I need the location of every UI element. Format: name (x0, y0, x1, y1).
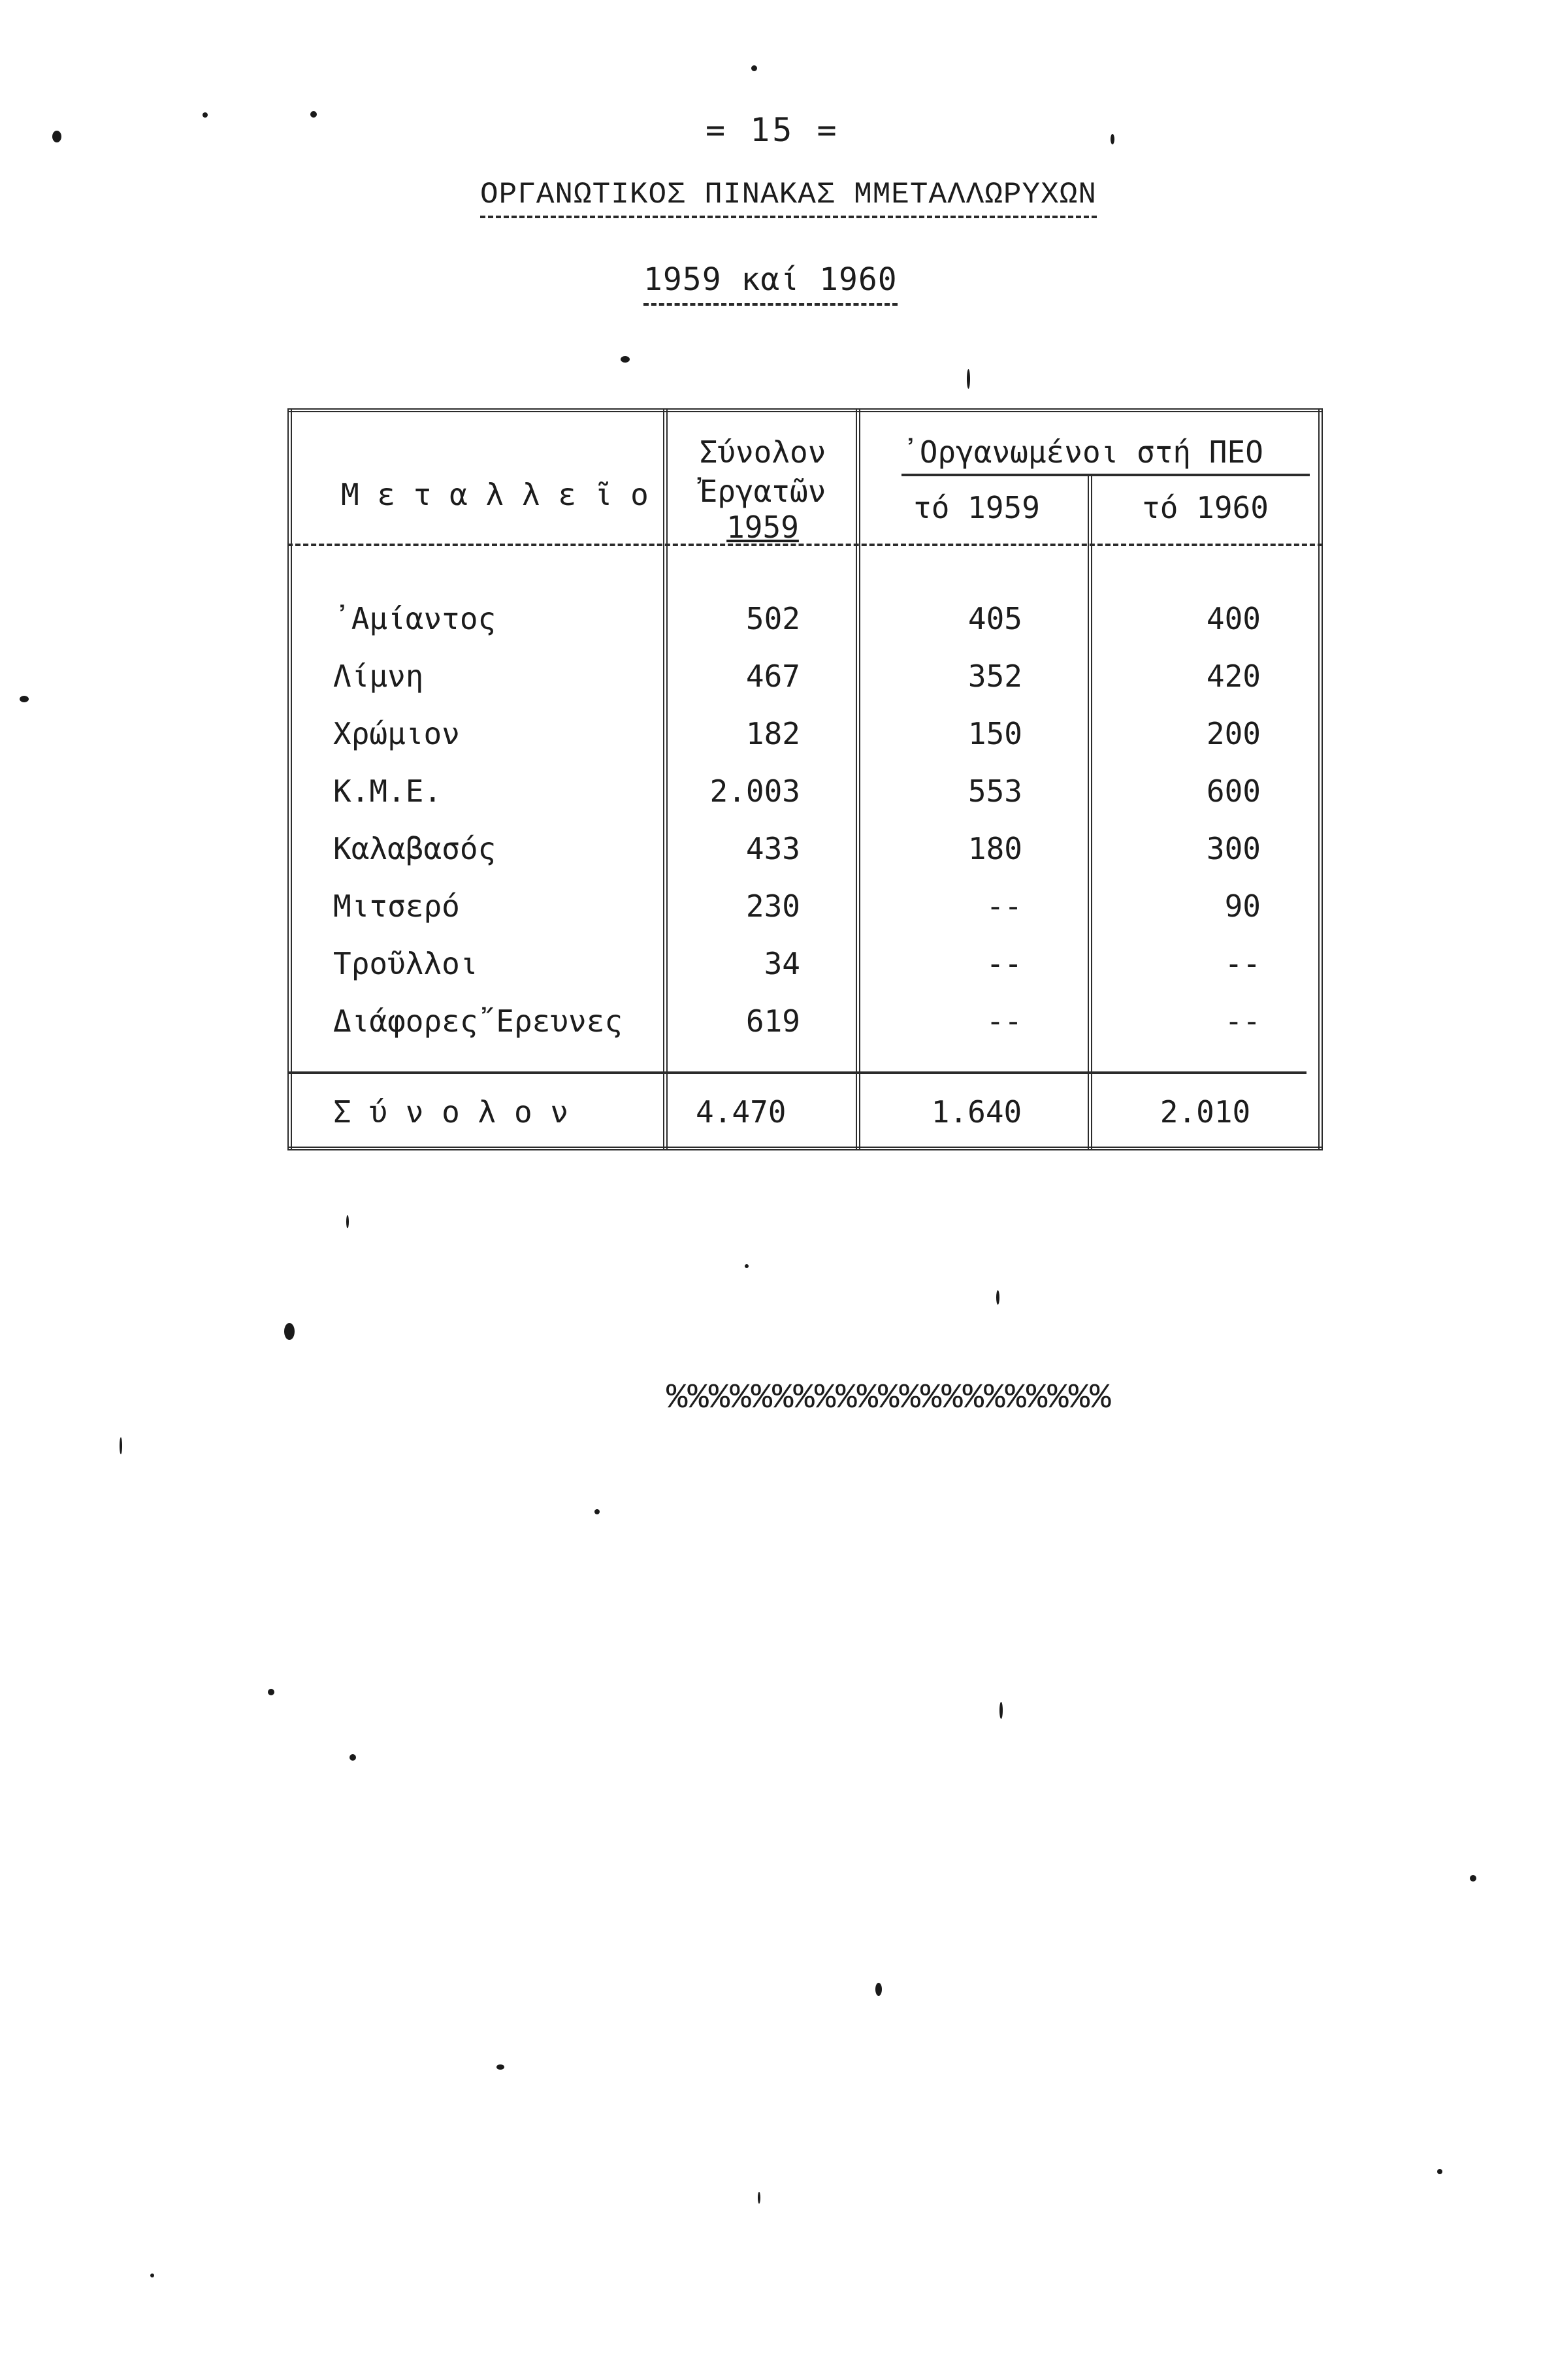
row-org-1960: 90 (1224, 888, 1261, 924)
organization-table (287, 408, 1323, 1153)
document-subtitle: 1959 καί 1960 (643, 261, 898, 306)
totals-org-1959: 1.640 (931, 1094, 1022, 1130)
row-org-1959: 553 (967, 774, 1022, 809)
row-org-1960: 420 (1206, 659, 1261, 694)
header-total-workers-line2: Ἐργατῶν (699, 474, 826, 509)
row-mine-name: ᾽Αμίαντος (333, 601, 496, 636)
row-org-1960: 400 (1206, 601, 1261, 636)
row-org-1959: 150 (967, 716, 1022, 751)
table-right-border (1318, 408, 1323, 1150)
header-total-workers-line1: Σύνολον (699, 434, 826, 470)
row-mine-name: Κ.Μ.Ε. (333, 774, 442, 809)
document-title: ΟΡΓΑΝΩΤΙΚΟΣ ΠΙΝΑΚΑΣ ΜΜΕΤΑΛΛΩΡΥΧΩΝ (480, 178, 1097, 218)
row-mine-name: Διάφορες῎Ερευνες (333, 1003, 623, 1039)
header-year-1960: τό 1960 (1142, 490, 1269, 525)
row-workers: 182 (745, 716, 800, 751)
table-top-border (287, 408, 1323, 412)
section-divider: %%%%%%%%%%%%%%%%%%%%% (666, 1378, 1111, 1418)
table-left-border (287, 408, 292, 1150)
row-mine-name: Τροῦλλοι (333, 946, 478, 981)
header-organized-group: ᾽Οργανωμένοι στή ΠΕΟ (901, 434, 1310, 476)
totals-top-border (287, 1071, 1306, 1074)
col-divider-1 (663, 408, 668, 1150)
row-workers: 433 (745, 831, 800, 866)
header-total-workers-line3: 1959 (726, 510, 799, 545)
row-org-1960: 200 (1206, 716, 1261, 751)
row-org-1959: 405 (967, 601, 1022, 636)
header-year-1959: τό 1959 (913, 490, 1040, 525)
row-org-1960: 300 (1206, 831, 1261, 866)
row-org-1960: 600 (1206, 774, 1261, 809)
row-workers: 619 (745, 1003, 800, 1039)
row-workers: 467 (745, 659, 800, 694)
page-number: = 15 = (706, 111, 839, 149)
row-workers: 34 (764, 946, 800, 981)
totals-workers: 4.470 (696, 1094, 787, 1130)
row-org-1959: -- (986, 888, 1022, 924)
col-divider-3 (1088, 474, 1092, 1150)
row-org-1959: 352 (967, 659, 1022, 694)
table-bottom-border (287, 1147, 1323, 1150)
col-divider-2 (856, 408, 860, 1150)
row-org-1959: 180 (967, 831, 1022, 866)
header-mines: Μ ε τ α λ λ ε ῖ ο (341, 477, 649, 512)
row-workers: 230 (745, 888, 800, 924)
totals-org-1960: 2.010 (1160, 1094, 1251, 1130)
row-mine-name: Λίμνη (333, 659, 424, 694)
row-mine-name: Μιτσερό (333, 888, 460, 924)
row-org-1959: -- (986, 1003, 1022, 1039)
row-mine-name: Χρώμιον (333, 716, 460, 751)
row-workers: 2.003 (709, 774, 800, 809)
row-org-1960: -- (1224, 946, 1261, 981)
row-mine-name: Καλαβασός (333, 831, 496, 866)
totals-label: Σ ύ ν ο λ ο ν (333, 1094, 569, 1130)
row-workers: 502 (745, 601, 800, 636)
row-org-1959: -- (986, 946, 1022, 981)
row-org-1960: -- (1224, 1003, 1261, 1039)
